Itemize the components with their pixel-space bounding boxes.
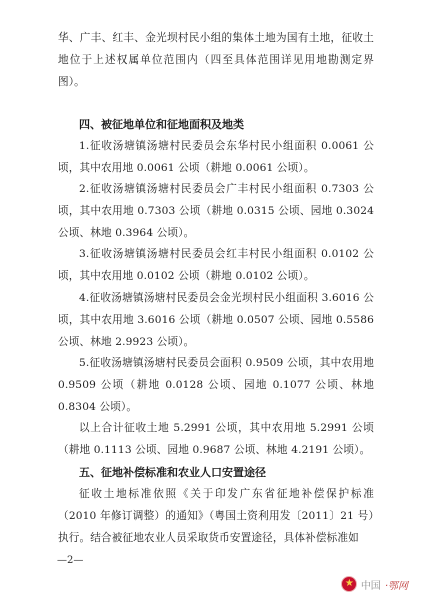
national-emblem-icon bbox=[341, 576, 357, 592]
list-item: 4.征收汤塘镇汤塘村民委员会金光坝村民小组面积 3.6016 公顷，其中农用地 3.6016 公顷（耕地 0.0507 公顷、园地 0.5586 公顷、林地 2.9923 公顷）。 bbox=[58, 292, 374, 348]
total-paragraph: 以上合计征收土地 5.2991 公顷，其中农用地 5.2991 公顷（耕地 0.1113 公顷、园地 0.9687 公顷、林地 4.2191 公顷）。 bbox=[58, 422, 374, 456]
page-number: —2— bbox=[57, 555, 84, 566]
watermark-accent: ·鄂网 bbox=[384, 580, 408, 592]
site-watermark bbox=[341, 576, 408, 592]
intro-paragraph: 华、广丰、红丰、金光坝村民小组的集体土地为国有土地，征收土地位于上述权属单位范围内（四至具体范围详见用地勘测定界图）。 bbox=[58, 32, 374, 88]
list-item: 3.征收汤塘镇汤塘村民委员会红丰村民小组面积 0.0102 公顷，其中农用地 0.0102 公顷（耕地 0.0102 公顷）。 bbox=[58, 248, 374, 282]
section-heading-5: 五、征地补偿标准和农业人口安置途径 bbox=[79, 466, 266, 479]
list-item: 1.征收汤塘镇汤塘村民委员会东华村民小组面积 0.0061 公顷，其中农用地 0.0061 公顷（耕地 0.0061 公顷）。 bbox=[58, 140, 374, 174]
section-heading-4: 四、被征地单位和征地面积及地类 bbox=[79, 118, 244, 131]
watermark-text: 中国 bbox=[360, 580, 381, 592]
list-item: 2.征收汤塘镇汤塘村民委员会广丰村民小组面积 0.7303 公顷，其中农用地 0.7303 公顷（耕地 0.0315 公顷、园地 0.3024 公顷、林地 0.3964 公顷）。 bbox=[58, 183, 374, 239]
list-item: 5.征收汤塘镇汤塘村民委员会面积 0.9509 公顷，其中农用地 0.9509 公顷（耕地 0.0128 公顷、园地 0.1077 公顷、林地 0.8304 公顷）。 bbox=[58, 357, 374, 413]
compensation-paragraph: 征收土地标准依照《关于印发广东省征地补偿保护标准（2010 年修订调整）的通知》（粤国土资利用发〔2011〕21 号）执行。结合被征地农业人员采取货币安置途径，具体补偿标准如 bbox=[58, 488, 374, 544]
